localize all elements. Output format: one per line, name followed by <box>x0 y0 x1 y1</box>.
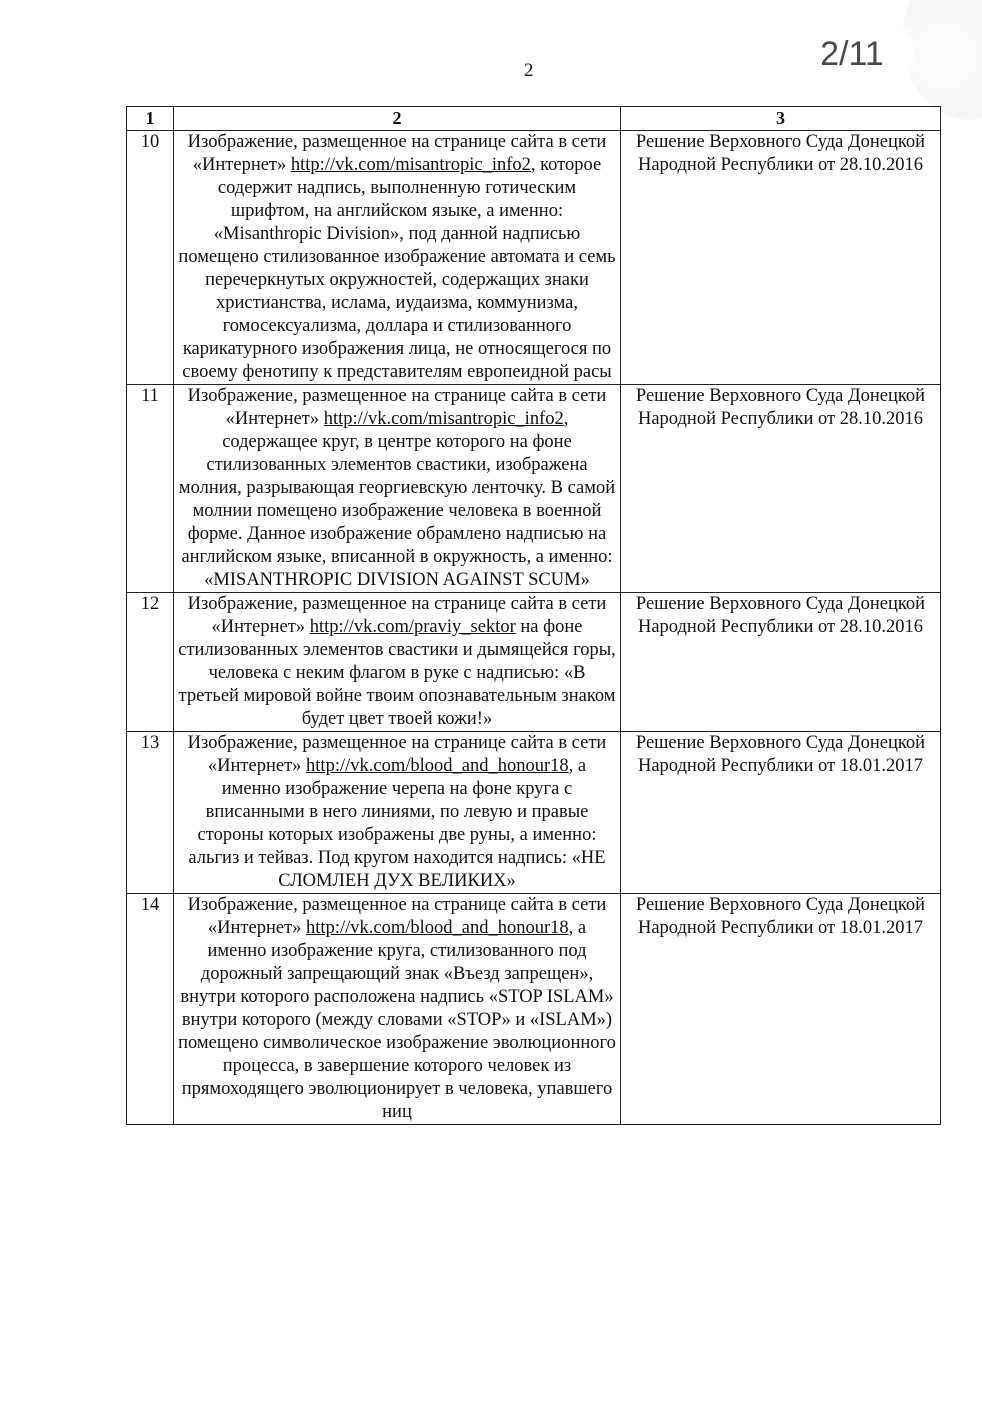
source-link[interactable]: http://vk.com/blood_and_honour18 <box>306 756 569 776</box>
description-text: , а именно изображение черепа на фоне круга с вписанными в него линиями, по левую и правые стороны которых изображены две руны, а именно: альгиз и тейваз. Под кругом находится надпись: «НЕ СЛОМЛЕН ДУХ ВЕЛИКИХ» <box>188 756 606 891</box>
description-text: Изображение, размещенное на странице сайта в сети «Интернет» <box>187 594 607 637</box>
row-number: 12 <box>127 593 174 732</box>
table-row <box>127 385 941 593</box>
row-number: 13 <box>127 732 174 894</box>
source-link[interactable]: http://vk.com/praviy_sektor <box>309 617 516 637</box>
row-description <box>174 732 621 894</box>
description-text: Изображение, размещенное на странице сайта в сети «Интернет» <box>187 895 607 938</box>
column-header-2: 2 <box>174 107 621 131</box>
description-text: Изображение, размещенное на странице сайта в сети «Интернет» <box>187 733 607 776</box>
table-row <box>127 593 941 732</box>
court-decision: Решение Верховного Суда Донецкой Народной Республики от 18.01.2017 <box>621 894 941 1125</box>
row-description <box>174 593 621 732</box>
page-indicator: 2/11 <box>790 18 914 90</box>
column-header-3: 3 <box>621 107 941 131</box>
table-header-row <box>127 107 941 131</box>
court-decision: Решение Верховного Суда Донецкой Народной Республики от 18.01.2017 <box>621 732 941 894</box>
row-number: 11 <box>127 385 174 593</box>
document-table <box>126 106 941 1125</box>
description-text: , а именно изображение круга, стилизованного под дорожный запрещающий знак «Въезд запрещен», внутри которого расположена надпись «STOP ISLAM» внутри которого (между словами «STOP» и «ISLAM») помещено символическое изображение эволюционного процесса, в завершение которого человек из прямоходящего эволюционирует в человека, упавшего ниц <box>178 918 616 1122</box>
row-description <box>174 131 621 385</box>
description-text: Изображение, размещенное на странице сайта в сети «Интернет» <box>187 132 607 175</box>
source-link[interactable]: http://vk.com/blood_and_honour18 <box>306 918 569 938</box>
page-curl-shadow <box>902 0 982 120</box>
table-row <box>127 894 941 1125</box>
row-number: 10 <box>127 131 174 385</box>
column-header-1: 1 <box>127 107 174 131</box>
table-row <box>127 732 941 894</box>
court-decision: Решение Верховного Суда Донецкой Народной Республики от 28.10.2016 <box>621 593 941 732</box>
row-description <box>174 894 621 1125</box>
source-link[interactable]: http://vk.com/misantropic_info2 <box>290 155 531 175</box>
description-text: , которое содержит надпись, выполненную готическим шрифтом, на английском языке, а именно: «Misanthropic Division», под данной надписью помещено стилизованное изображение автомата и семь перечеркнутых окружностей, содержащих знаки христианства, ислама, иудаизма, коммунизма, гомосексуализма, доллара и стилизованного карикатурного изображения лица, не относящегося по своему фенотипу к представителям европеидной расы <box>178 155 616 382</box>
court-decision: Решение Верховного Суда Донецкой Народной Республики от 28.10.2016 <box>621 131 941 385</box>
description-text: Изображение, размещенное на странице сайта в сети «Интернет» <box>187 386 607 429</box>
description-text: , содержащее круг, в центре которого на фоне стилизованных элементов свастики, изображена молния, разрывающая георгиевскую ленточку. В самой молнии помещено изображение человека в военной форме. Данное изображение обрамлено надписью на английском языке, вписанной в окружность, а именно: «MISANTHROPIC DIVISION AGAINST SCUM» <box>178 409 616 590</box>
row-description <box>174 385 621 593</box>
description-text: на фоне стилизованных элементов свастики и дымящейся горы, человека с неким флагом в руке с надписью: «В третьей мировой войне твоим опознавательным знаком будет цвет твоей кожи!» <box>178 617 616 729</box>
page-number: 2 <box>524 60 534 81</box>
table-row <box>127 131 941 385</box>
source-link[interactable]: http://vk.com/misantropic_info2 <box>323 409 564 429</box>
court-decision: Решение Верховного Суда Донецкой Народной Республики от 28.10.2016 <box>621 385 941 593</box>
row-number: 14 <box>127 894 174 1125</box>
